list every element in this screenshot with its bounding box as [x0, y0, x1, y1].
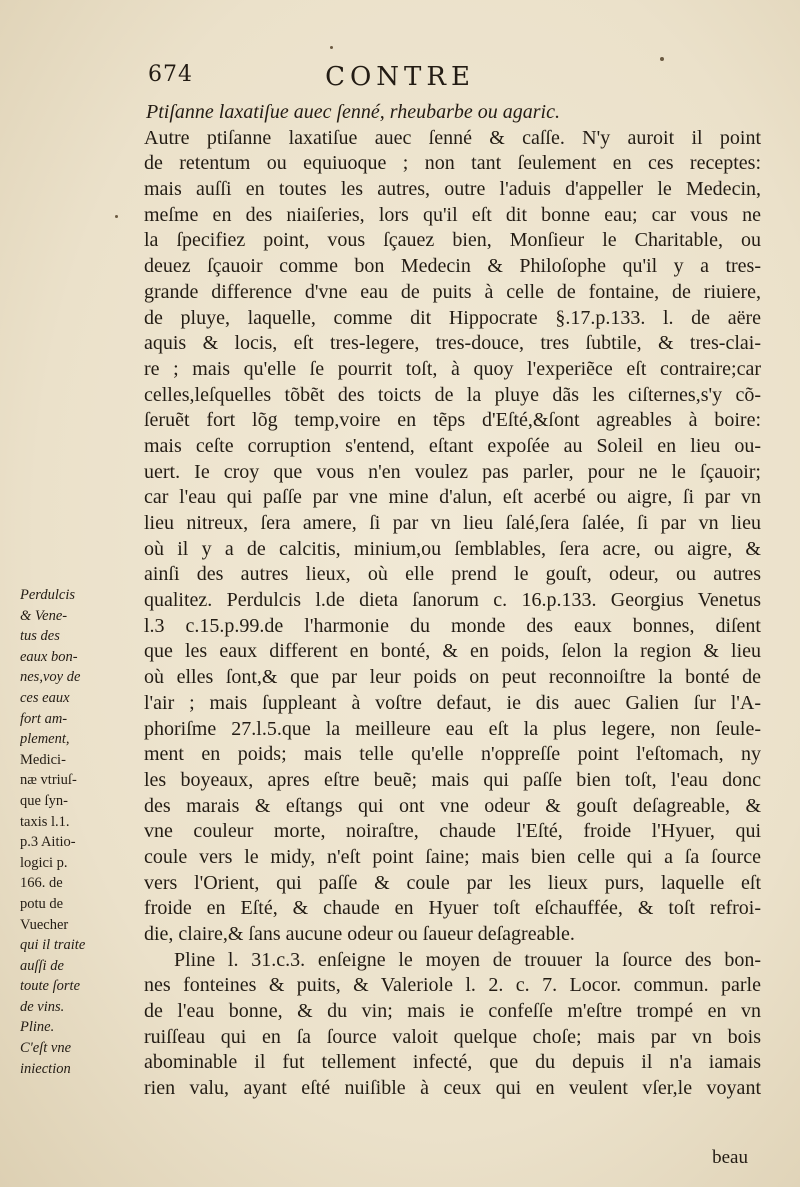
text-line: rien valu, ayant eſté nuiſible à ceux qui en veulent vſer,le voyant: [144, 1077, 761, 1100]
text-line: l'air ; mais ſuppleant à voſtre defaut, ie dis auec Galien ſur l'A-: [144, 691, 761, 714]
running-title: CONTRE: [325, 62, 475, 92]
margin-line: Vuecher: [20, 916, 69, 933]
text-line: de retentum ou equiuoque ; non tant ſeulement en ces receptes:: [144, 152, 761, 175]
text-line: les boyeaux, apres eſtre beuẽ; mais qui paſſe bien toſt, l'eau donc: [144, 768, 761, 791]
text-line: vers l'Orient, qui paſſe & coule par les lieux purs, laquelle eſt: [144, 871, 761, 894]
text-line: Autre ptiſanne laxatiſue auec ſenné & caſſe. N'y auroit il point: [144, 126, 761, 149]
text-line: qualitez. Perdulcis l.de dieta ſanorum c. 16.p.133. Georgius Venetus: [144, 589, 761, 612]
text-line: ruiſſeau qui en ſa ſource valoit quelque choſe; mais par vn bois: [144, 1025, 761, 1048]
margin-line: p.3 Aitio-: [20, 834, 76, 851]
margin-line: taxis l.1.: [20, 813, 70, 830]
text-line: car l'eau qui paſſe par vne mine d'alun, eſt acerbé ou aigre, ſi par vn: [144, 486, 761, 509]
text-line: aquis & locis, eſt tres-legere, tres-douce, tres ſubtile, & tres-clai-: [144, 332, 761, 355]
text-line: die, claire,& ſans aucune odeur ou ſaueur deſagreable.: [144, 923, 575, 945]
text-line: de l'eau bonne, & du vin; mais ie confeſſe m'eſtre trompé en vn: [144, 1000, 761, 1023]
text-line: vne couleur morte, noiraſtre, chaude l'Eſté, froide l'Hyuer, qui: [144, 820, 761, 843]
margin-line: fort am-: [20, 710, 68, 727]
margin-line: Pline.: [20, 1019, 55, 1036]
main-text-block: [144, 100, 761, 1102]
text-line: meſme en des niaiſeries, lors qu'il eſt dit bonne eau; car vous ne: [144, 203, 761, 226]
text-line: la ſpecifiez point, vous ſçauez bien, Monſieur le Charitable, ou: [144, 229, 761, 252]
margin-line: plement,: [20, 731, 70, 748]
margin-line: & Vene-: [20, 607, 68, 624]
text-line: que les eaux different en bonté, & en poids, ſelon la region & lieu: [144, 640, 761, 663]
text-line: de pluye, laquelle, comme dit Hippocrate §.17.p.133. l. de aëre: [144, 306, 761, 329]
text-line: mais ceſte corruption s'entend, eſtant expoſée au Soleil en lieu ou-: [144, 434, 761, 457]
margin-line: potu de: [20, 895, 64, 912]
margin-line: eaux bon-: [20, 648, 78, 665]
text-line: mais auſſi en toutes les autres, outre l'aduis d'appeller le Medecin,: [144, 178, 761, 201]
margin-line: nes,voy de: [20, 669, 81, 686]
text-line: deuez ſçauoir comme bon Medecin & Philoſophe qu'il y a tres-: [144, 255, 761, 278]
text-line: phoriſme 27.l.5.que la meilleure eau eſt la plus legere, non ſeule-: [144, 717, 761, 740]
margin-line: iniection: [20, 1060, 71, 1077]
margin-note: [20, 585, 138, 1079]
text-line: re ; mais qu'elle ſe pourrit toſt, à quoy l'experiẽce eſt contraire;car: [144, 357, 761, 380]
page-header: [0, 62, 800, 98]
margin-line: Medici-: [20, 751, 66, 768]
margin-line: tus des: [20, 628, 60, 645]
text-line: coule vers le midy, n'eſt point ſaine; mais bien celle qui a ſa ſource: [144, 845, 761, 868]
text-line: ainſi des autres lieux, où elle prend le gouſt, odeur, ou autres: [144, 563, 761, 586]
text-line: froide en Eſté, & chaude en Hyuer toſt eſchauffée, & toſt refroi-: [144, 897, 761, 920]
ink-speck: [330, 46, 333, 49]
text-line: l.3 c.15.p.99.de l'harmonie du monde des eaux bonnes, diſent: [144, 614, 761, 637]
margin-line: Perdulcis: [20, 587, 76, 603]
margin-line: qui il traite: [20, 937, 86, 954]
margin-line: logici p.: [20, 854, 68, 871]
text-line: celles,leſquelles tõbẽt des toicts de la pluye dãs les ciſternes,s'y cõ-: [144, 383, 761, 406]
text-line: où il y a de calcitis, minium,ou ſemblables, ſera acre, ou aigre, &: [144, 537, 761, 560]
margin-line: næ vtriuſ-: [20, 772, 77, 789]
text-line: des marais & eſtangs qui ont vne odeur & gouſt deſagreable, &: [144, 794, 761, 817]
margin-line: toute ſorte: [20, 978, 81, 995]
margin-line: auſſi de: [20, 957, 64, 974]
text-line: grande difference d'vne eau de puits à celle de fontaine, de riuiere,: [144, 280, 761, 303]
margin-line: C'eſt vne: [20, 1040, 72, 1057]
text-line: Pline l. 31.c.3. enſeigne le moyen de trouuer la ſource des bon-: [174, 948, 761, 971]
text-line: ment en poids; mais telle qu'elle n'oppreſſe point l'eſtomach, ny: [144, 743, 761, 766]
text-line: nes fonteines & puits, & Valeriole l. 2. c. 7. Locor. commun. parle: [144, 974, 761, 997]
margin-line: que ſyn-: [20, 792, 68, 809]
text-line: abominable il fut tellement infecté, que du depuis il n'a iamais: [144, 1051, 761, 1074]
text-line: où elles ſont,& que par leur poids on peut reconnoiſtre la bonté de: [144, 666, 761, 689]
text-line: lieu nitreux, ſera amere, ſi par vn lieu ſalé,ſera ſalée, ſi par vn lieu: [144, 512, 761, 534]
text-line: Ptiſanne laxatiſue auec ſenné, rheubarbe ou agaric.: [146, 101, 560, 123]
ink-speck: [115, 215, 118, 218]
margin-line: de vins.: [20, 998, 65, 1015]
margin-line: 166. de: [20, 875, 63, 892]
ink-speck: [660, 57, 664, 61]
catchword: beau: [712, 1147, 748, 1168]
text-line: uert. Ie croy que vous n'en voulez pas parler, pour ne le ſçauoir;: [144, 460, 761, 483]
text-line: ſeruẽt fort lõg temp,voire en tẽps d'Eſté,&ſont agreables à boire:: [144, 409, 761, 432]
page-number: 674: [148, 62, 193, 87]
margin-line: ces eaux: [20, 689, 70, 706]
